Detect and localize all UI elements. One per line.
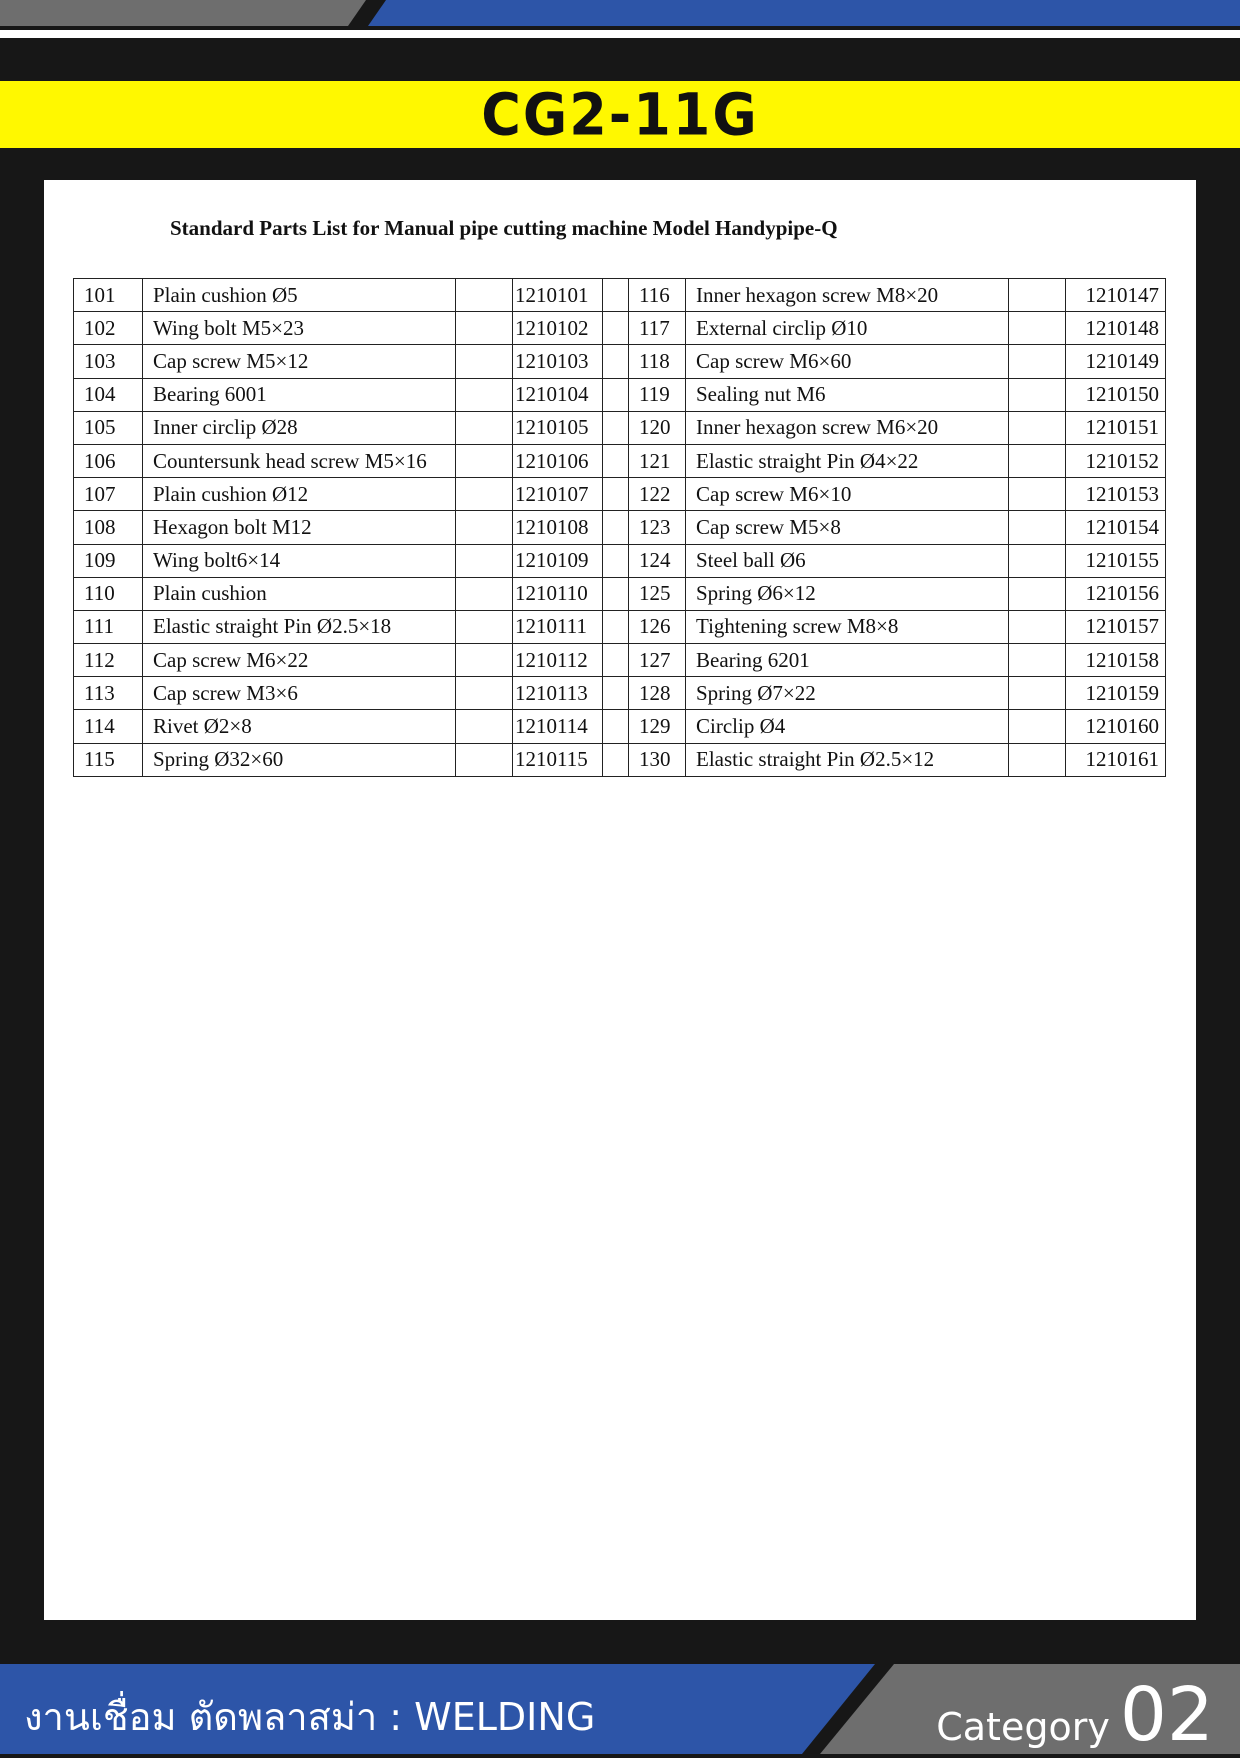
right-part-number: 128 [629, 677, 686, 710]
left-part-name: Rivet Ø2×8 [143, 710, 456, 743]
right-part-number: 121 [629, 444, 686, 477]
center-blank-cell [603, 312, 629, 345]
right-blank-cell [1009, 312, 1066, 345]
left-part-name: Countersunk head screw M5×16 [143, 444, 456, 477]
left-part-code: 1210101 [513, 279, 603, 312]
center-blank-cell [603, 577, 629, 610]
left-part-name: Inner circlip Ø28 [143, 411, 456, 444]
center-blank-cell [603, 544, 629, 577]
left-blank-cell [456, 577, 513, 610]
right-part-number: 125 [629, 577, 686, 610]
left-part-code: 1210105 [513, 411, 603, 444]
right-part-code: 1210155 [1066, 544, 1166, 577]
right-blank-cell [1009, 345, 1066, 378]
left-part-code: 1210113 [513, 677, 603, 710]
left-part-name: Plain cushion [143, 577, 456, 610]
right-part-name: Spring Ø6×12 [686, 577, 1009, 610]
right-blank-cell [1009, 279, 1066, 312]
left-part-code: 1210114 [513, 710, 603, 743]
left-part-number: 104 [74, 378, 143, 411]
right-part-name: Bearing 6201 [686, 644, 1009, 677]
right-part-code: 1210156 [1066, 577, 1166, 610]
left-part-code: 1210106 [513, 444, 603, 477]
table-row [74, 312, 1166, 345]
right-blank-cell [1009, 411, 1066, 444]
right-blank-cell [1009, 544, 1066, 577]
right-part-code: 1210159 [1066, 677, 1166, 710]
left-part-code: 1210112 [513, 644, 603, 677]
left-blank-cell [456, 312, 513, 345]
right-part-number: 120 [629, 411, 686, 444]
right-part-name: Steel ball Ø6 [686, 544, 1009, 577]
category-label: Category [936, 1705, 1110, 1749]
table-row [74, 710, 1166, 743]
right-part-number: 123 [629, 511, 686, 544]
left-part-code: 1210111 [513, 610, 603, 643]
left-part-code: 1210102 [513, 312, 603, 345]
right-part-number: 130 [629, 743, 686, 776]
left-part-code: 1210104 [513, 378, 603, 411]
left-part-name: Elastic straight Pin Ø2.5×18 [143, 610, 456, 643]
center-blank-cell [603, 478, 629, 511]
parts-table [73, 278, 1166, 777]
header-divider [0, 30, 1240, 38]
left-blank-cell [456, 610, 513, 643]
right-part-code: 1210153 [1066, 478, 1166, 511]
right-part-name: Inner hexagon screw M8×20 [686, 279, 1009, 312]
table-row [74, 378, 1166, 411]
right-part-number: 124 [629, 544, 686, 577]
right-part-name: Tightening screw M8×8 [686, 610, 1009, 643]
footer-section-label: งานเชื่อม ตัดพลาสม่า : WELDING [24, 1695, 596, 1739]
right-part-number: 122 [629, 478, 686, 511]
left-part-code: 1210107 [513, 478, 603, 511]
table-row [74, 345, 1166, 378]
table-row [74, 444, 1166, 477]
right-part-number: 126 [629, 610, 686, 643]
document-sheet [44, 180, 1196, 1620]
left-part-number: 101 [74, 279, 143, 312]
table-row [74, 478, 1166, 511]
right-blank-cell [1009, 577, 1066, 610]
center-blank-cell [603, 743, 629, 776]
left-part-number: 112 [74, 644, 143, 677]
center-blank-cell [603, 279, 629, 312]
table-row [74, 644, 1166, 677]
center-blank-cell [603, 411, 629, 444]
table-row [74, 677, 1166, 710]
right-blank-cell [1009, 743, 1066, 776]
right-part-code: 1210149 [1066, 345, 1166, 378]
left-blank-cell [456, 544, 513, 577]
right-part-code: 1210151 [1066, 411, 1166, 444]
left-part-number: 114 [74, 710, 143, 743]
left-part-name: Hexagon bolt M12 [143, 511, 456, 544]
center-blank-cell [603, 644, 629, 677]
left-part-number: 108 [74, 511, 143, 544]
left-part-number: 109 [74, 544, 143, 577]
right-part-name: Inner hexagon screw M6×20 [686, 411, 1009, 444]
right-part-number: 118 [629, 345, 686, 378]
center-blank-cell [603, 677, 629, 710]
left-part-number: 111 [74, 610, 143, 643]
parts-table-body [74, 279, 1166, 777]
left-part-number: 102 [74, 312, 143, 345]
title-bar [0, 81, 1240, 148]
left-part-number: 113 [74, 677, 143, 710]
center-blank-cell [603, 511, 629, 544]
left-part-name: Cap screw M6×22 [143, 644, 456, 677]
left-blank-cell [456, 743, 513, 776]
left-blank-cell [456, 511, 513, 544]
right-part-name: Circlip Ø4 [686, 710, 1009, 743]
left-part-name: Plain cushion Ø12 [143, 478, 456, 511]
table-row [74, 610, 1166, 643]
right-blank-cell [1009, 378, 1066, 411]
right-part-name: Sealing nut M6 [686, 378, 1009, 411]
left-blank-cell [456, 644, 513, 677]
left-blank-cell [456, 279, 513, 312]
left-part-code: 1210103 [513, 345, 603, 378]
right-part-name: Spring Ø7×22 [686, 677, 1009, 710]
center-blank-cell [603, 345, 629, 378]
left-part-name: Spring Ø32×60 [143, 743, 456, 776]
header-stripe [0, 0, 1240, 26]
right-part-name: Elastic straight Pin Ø2.5×12 [686, 743, 1009, 776]
table-row [74, 743, 1166, 776]
left-part-code: 1210109 [513, 544, 603, 577]
category-number: 02 [1119, 1672, 1214, 1758]
right-part-code: 1210148 [1066, 312, 1166, 345]
right-part-code: 1210158 [1066, 644, 1166, 677]
left-part-code: 1210115 [513, 743, 603, 776]
left-part-name: Plain cushion Ø5 [143, 279, 456, 312]
right-part-name: External circlip Ø10 [686, 312, 1009, 345]
left-part-name: Cap screw M5×12 [143, 345, 456, 378]
right-part-number: 116 [629, 279, 686, 312]
left-part-number: 103 [74, 345, 143, 378]
right-part-code: 1210147 [1066, 279, 1166, 312]
left-part-number: 105 [74, 411, 143, 444]
left-part-number: 110 [74, 577, 143, 610]
right-part-code: 1210152 [1066, 444, 1166, 477]
center-blank-cell [603, 378, 629, 411]
left-part-code: 1210108 [513, 511, 603, 544]
right-part-number: 117 [629, 312, 686, 345]
right-part-name: Cap screw M6×60 [686, 345, 1009, 378]
right-part-number: 127 [629, 644, 686, 677]
right-blank-cell [1009, 478, 1066, 511]
table-row [74, 544, 1166, 577]
right-blank-cell [1009, 677, 1066, 710]
right-part-number: 119 [629, 378, 686, 411]
right-blank-cell [1009, 644, 1066, 677]
right-part-code: 1210157 [1066, 610, 1166, 643]
right-blank-cell [1009, 610, 1066, 643]
table-row [74, 279, 1166, 312]
table-row [74, 411, 1166, 444]
right-part-number: 129 [629, 710, 686, 743]
right-part-code: 1210161 [1066, 743, 1166, 776]
left-blank-cell [456, 411, 513, 444]
footer-category [936, 1672, 1214, 1758]
left-blank-cell [456, 345, 513, 378]
left-blank-cell [456, 677, 513, 710]
left-part-name: Wing bolt M5×23 [143, 312, 456, 345]
table-row [74, 577, 1166, 610]
left-blank-cell [456, 378, 513, 411]
center-blank-cell [603, 710, 629, 743]
right-blank-cell [1009, 511, 1066, 544]
table-row [74, 511, 1166, 544]
right-part-name: Elastic straight Pin Ø4×22 [686, 444, 1009, 477]
center-blank-cell [603, 444, 629, 477]
right-part-name: Cap screw M5×8 [686, 511, 1009, 544]
document-heading: Standard Parts List for Manual pipe cutting machine Model Handypipe-Q [170, 216, 838, 240]
center-blank-cell [603, 610, 629, 643]
left-part-name: Bearing 6001 [143, 378, 456, 411]
model-title: CG2-11G [481, 80, 759, 149]
right-part-code: 1210160 [1066, 710, 1166, 743]
right-blank-cell [1009, 710, 1066, 743]
left-part-number: 107 [74, 478, 143, 511]
left-blank-cell [456, 710, 513, 743]
left-part-name: Wing bolt6×14 [143, 544, 456, 577]
right-part-name: Cap screw M6×10 [686, 478, 1009, 511]
left-blank-cell [456, 478, 513, 511]
left-part-number: 106 [74, 444, 143, 477]
right-part-code: 1210154 [1066, 511, 1166, 544]
left-blank-cell [456, 444, 513, 477]
left-part-name: Cap screw M3×6 [143, 677, 456, 710]
left-part-code: 1210110 [513, 577, 603, 610]
right-part-code: 1210150 [1066, 378, 1166, 411]
right-blank-cell [1009, 444, 1066, 477]
left-part-number: 115 [74, 743, 143, 776]
